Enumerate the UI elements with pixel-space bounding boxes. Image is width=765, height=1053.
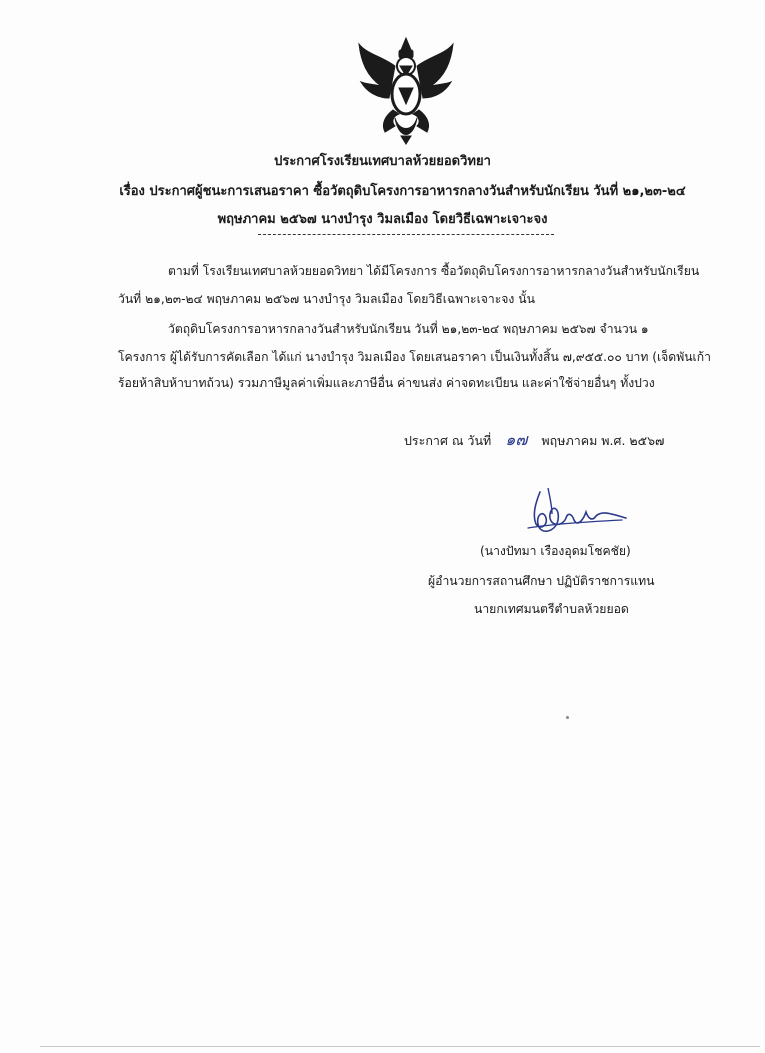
body-line-3: วัตถุดิบโครงการอาหารกลางวันสำหรับนักเรียน วันที่ ๒๑,๒๓-๒๔ พฤษภาคม ๒๕๖๗ จำนวน ๑ [168,322,649,336]
announcement-date [404,428,664,453]
subject-line-2: พฤษภาคม ๒๕๖๗ นางบำรุง วิมลเมือง โดยวิธีเฉพาะเจาะจง [217,212,548,227]
signatory-position-2: นายกเทศมนตรีตำบลห้วยยอด [474,602,629,616]
separator-dashes [258,234,554,235]
announcement-prefix: ประกาศ ณ วันที่ [404,433,492,448]
body-line-1: ตามที่ โรงเรียนเทศบาลห้วยยอดวิทยา ได้มีโครงการ ซื้อวัตถุดิบโครงการอาหารกลางวันสำหรับนักเรียน [168,264,700,278]
garuda-emblem-icon [355,36,457,146]
subject-line-1: เรื่อง ประกาศผู้ชนะการเสนอราคา ซื้อวัตถุดิบโครงการอาหารกลางวันสำหรับนักเรียน วันที่ ๒๑,๒๓-๒๔ [119,184,686,199]
body-line-2: วันที่ ๒๑,๒๓-๒๔ พฤษภาคม ๒๕๖๗ นางบำรุง วิมลเมือง โดยวิธีเฉพาะเจาะจง นั้น [118,292,535,306]
body-line-4: โครงการ ผู้ได้รับการคัดเลือก ได้แก่ นางบำรุง วิมลเมือง โดยเสนอราคา เป็นเงินทั้งสิ้น ๗,๙๕๕.๐๐ บาท (เจ็ดพันเก้า [118,350,711,364]
announcement-suffix: พฤษภาคม พ.ศ. ๒๕๖๗ [541,433,665,448]
signatory-name: (นางปัทมา เรืองอุดมโชคชัย) [480,544,631,558]
handwritten-day: ๑๗ [505,430,528,449]
scan-edge [40,1046,760,1047]
document-title: ประกาศโรงเรียนเทศบาลห้วยยอดวิทยา [274,154,491,169]
scan-speck [566,716,569,719]
handwritten-signature [522,484,632,542]
body-line-5: ร้อยห้าสิบห้าบาทถ้วน) รวมภาษีมูลค่าเพิ่มและภาษีอื่น ค่าขนส่ง ค่าจดทะเบียน และค่าใช้จ่ายอื่นๆ ทั้งปวง [118,376,655,390]
signatory-position-1: ผู้อำนวยการสถานศึกษา ปฏิบัติราชการแทน [428,574,655,588]
